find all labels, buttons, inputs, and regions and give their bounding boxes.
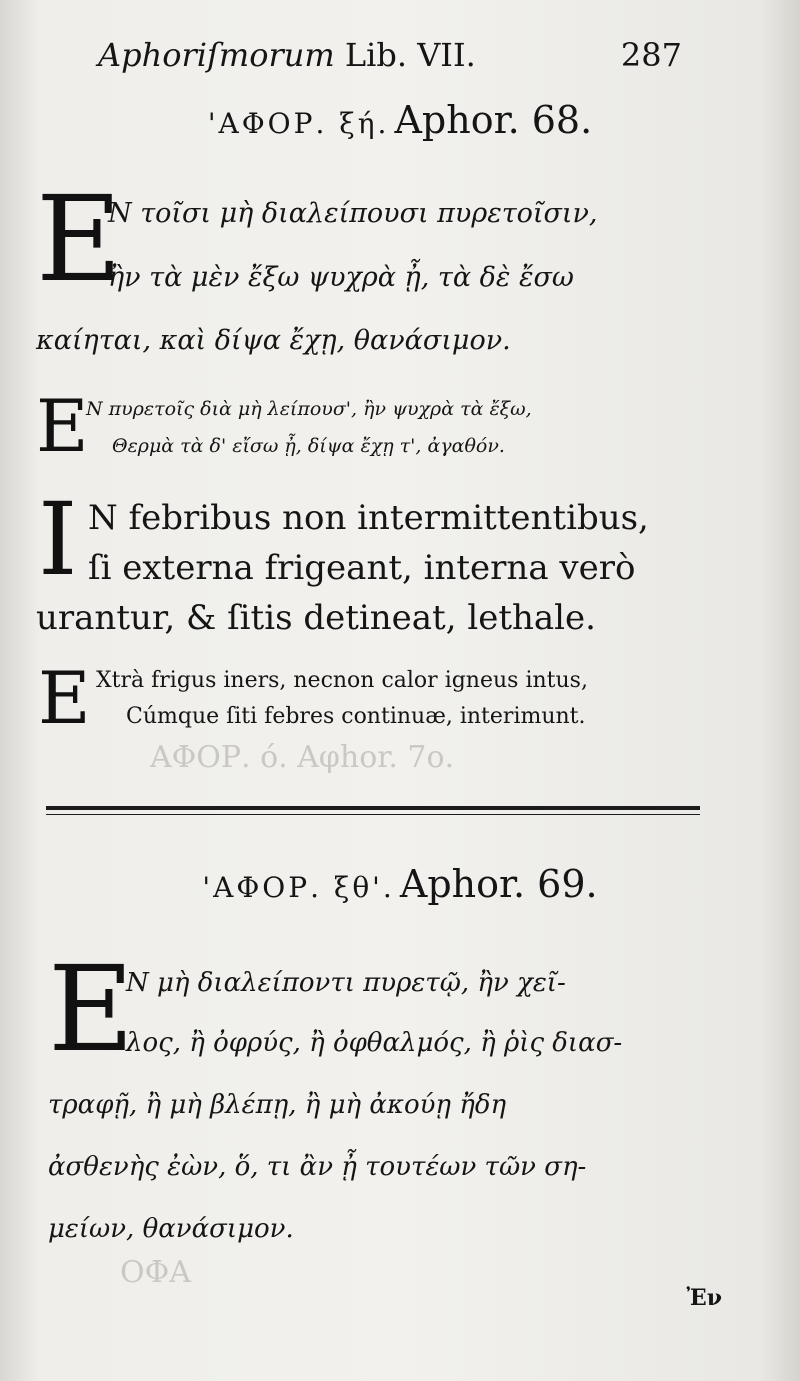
running-title-text: Aphoriſmorum [98,36,335,74]
text-line: ἢν τὰ μὲν ἔξω ψυχρὰ ᾖ, τὰ δὲ ἔσω [108,262,574,293]
text-line: λος, ἢ ὀφρύς, ἢ ὀφθαλμός, ἢ ῥὶς διασ- [126,1028,623,1058]
latin-label: Aphor. 68. [394,98,593,142]
catchword: Ἐν [686,1285,722,1311]
drop-cap: E [38,656,91,740]
text-line: Xtrà frigus iners, necnon calor igneus intus, [96,668,588,693]
greek-label: 'ΑΦΟΡ. ξθ'. [202,871,395,904]
text-line: ἀσθενὴς ἐὼν, ὅ, τι ἂν ᾖ τουτέων τῶν ση- [48,1152,587,1182]
show-through-text: ΑΦΟΡ. ό. Αφhor. 7ο. [150,740,455,775]
text-line: τραφῇ, ἢ μὴ βλέπῃ, ἢ μὴ ἀκούῃ ἤδη [48,1090,507,1120]
text-line: Ν πυρετοῖς διὰ μὴ λείπουσ', ἢν ψυχρὰ τὰ ἔξω, [86,398,532,420]
text-line: Ν μὴ διαλείποντι πυρετῷ, ἢν χεῖ- [126,968,566,998]
book-number: Lib. VII. [344,36,476,74]
text-line: Θερμὰ τὰ δ' εἴσω ᾖ, δίψα ἔχῃ τ', ἀγαθόν. [112,435,505,457]
text-line: N febribus non intermittentibus, [88,498,649,538]
aphorism-68-heading [0,98,800,142]
section-divider [46,814,700,815]
text-line: καίηται, καὶ δίψα ἔχῃ, θανάσιμον. [36,325,511,356]
section-divider [46,806,700,810]
greek-label: 'ΑΦΟΡ. ξή. [207,107,390,140]
drop-cap: E [48,940,135,1078]
text-line: Cúmque ſiti febres continuæ, interimunt. [126,704,586,729]
drop-cap: I [38,481,78,598]
latin-label: Aphor. 69. [399,862,598,906]
drop-cap: E [36,170,123,308]
text-line: Ν τοῖσι μὴ διαλείπουσι πυρετοῖσιν, [108,198,598,229]
text-line: μείων, θανάσιμον. [48,1214,294,1244]
text-line: urantur, & ſitis detineat, lethale. [36,598,596,638]
running-title [98,36,476,74]
running-header [98,36,682,88]
drop-cap: E [36,384,89,468]
show-through-text: ΟΦΑ [120,1255,191,1290]
text-line: ſi externa frigeant, interna verò [88,548,636,588]
aphorism-69-heading [0,862,800,906]
page-number: 287 [620,36,682,74]
